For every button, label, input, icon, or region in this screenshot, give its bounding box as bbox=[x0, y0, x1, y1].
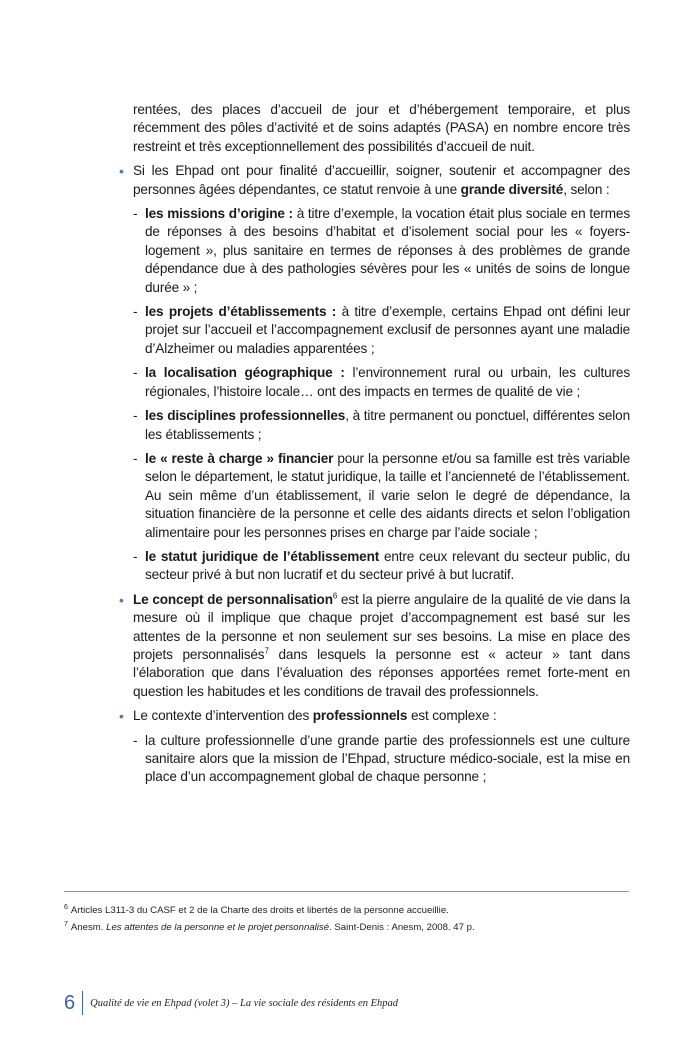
dash-icon: - bbox=[133, 408, 138, 424]
dash-icon: - bbox=[133, 732, 138, 748]
footnote-ref-6[interactable]: 6 bbox=[332, 591, 338, 601]
footnote-7: $^7$ Anesm. Les attentes de la personne et le projet personnalisé. Saint-Denis : Anesm, 2008. 47 p. bbox=[64, 920, 475, 933]
dash-item: - les projets d’établissements : à titre d’exemple, certains Ehpad ont défini leur projet sur l’accueil et l’accompagnement exclusif de personnes ayant une maladie d’Alzheimer ou maladies apparentées ; bbox=[133, 304, 630, 356]
running-title: Qualité de vie en Ehpad (volet 3) – La vie sociale des résidents en Ehpad bbox=[90, 997, 399, 1009]
dash-item: - la culture professionnelle d’une grande partie des professionnels est une culture sanitaire alors que la mission de l’Ehpad, structure médico-sociale, est la mise en place d’un accompagnement global de chaque personne ; bbox=[133, 732, 630, 785]
dash-item: - les missions d’origine : à titre d’exemple, la vocation était plus sociale en termes de réponses à des besoins d’habitat et d’isolement social pour les « foyers-logement », plus sanitaire en termes de réponses à des problèmes de grande dépendance due à des pathologies sévères pour les « unités de soins de longue durée » ; bbox=[133, 206, 630, 295]
dash-item: - la localisation géographique : l’environnement rural ou urbain, les cultures régionales, l’histoire locale… ont des impacts en termes de qualité de vie ; bbox=[133, 365, 630, 399]
dash-item: - le « reste à charge » financier pour la personne et/ou sa famille est très variable selon le département, le statut juridique, la taille et l’ancienneté de l’établissement. Au sein même d’un établissement, il varie selon le degré de dépendance, la situation financière de la personne et celle des aidants directs et selon l’obligation alimentaire pour les personnes prises en charge par l’aide sociale ; bbox=[133, 450, 630, 540]
footnote-divider bbox=[64, 891, 629, 892]
bullet-professionals: • Le contexte d’intervention des professionnels est complexe : bbox=[119, 708, 497, 725]
dash-icon: - bbox=[133, 304, 138, 320]
bullet-diversity: • Si les Ehpad ont pour finalité d’accueillir, soigner, soutenir et accompagner des personnes âgées dépendantes, ce statut renvoie à une grande diversité, selon : bbox=[119, 163, 630, 197]
main-text bbox=[119, 101, 630, 793]
page-number: 6 bbox=[64, 991, 83, 1015]
continuation-paragraph: rentées, des places d’accueil de jour et d’hébergement temporaire, et plus récemment des pôles d’activité et de soins adaptés (PASA) en nombre encore très restreint et très exceptionnellement des possibilités d’accueil de nuit. bbox=[133, 102, 630, 154]
dash-item: - le statut juridique de l’établissement entre ceux relevant du secteur public, du secteur privé à but non lucratif et du secteur privé à but lucratif. bbox=[133, 548, 630, 583]
bullet-icon: • bbox=[119, 591, 124, 608]
footnote-6: $^6$ Articles L311-3 du CASF et 2 de la Charte des droits et libertés de la personne accueillie. bbox=[64, 903, 449, 916]
dash-icon: - bbox=[133, 206, 138, 222]
dash-icon: - bbox=[133, 365, 138, 381]
dash-item: - les disciplines professionnelles, à titre permanent ou ponctuel, différentes selon les établissements ; bbox=[133, 408, 630, 442]
page-footer bbox=[64, 990, 398, 1016]
bullet-personalisation: • Le concept de personnalisation$^6$ est la pierre angulaire de la qualité de vie dans la mesure où il implique que chaque projet d’accompagnement est basé sur les attentes de la personne et non seulement sur ses besoins. La mise en place des projets personnalisés$^7$ dans lesquels la personne est « acteur » tant dans l’élaboration que dans l’évaluation des réponses apportées remet forte-ment en question les habitudes et les conditions de travail des professionnels. bbox=[119, 591, 630, 699]
footnotes bbox=[64, 904, 629, 938]
bullet-icon: • bbox=[119, 163, 124, 180]
footnote-ref-7[interactable]: 7 bbox=[264, 646, 269, 656]
bullet-icon: • bbox=[119, 708, 124, 725]
dash-icon: - bbox=[133, 450, 138, 466]
dash-icon: - bbox=[133, 548, 138, 564]
